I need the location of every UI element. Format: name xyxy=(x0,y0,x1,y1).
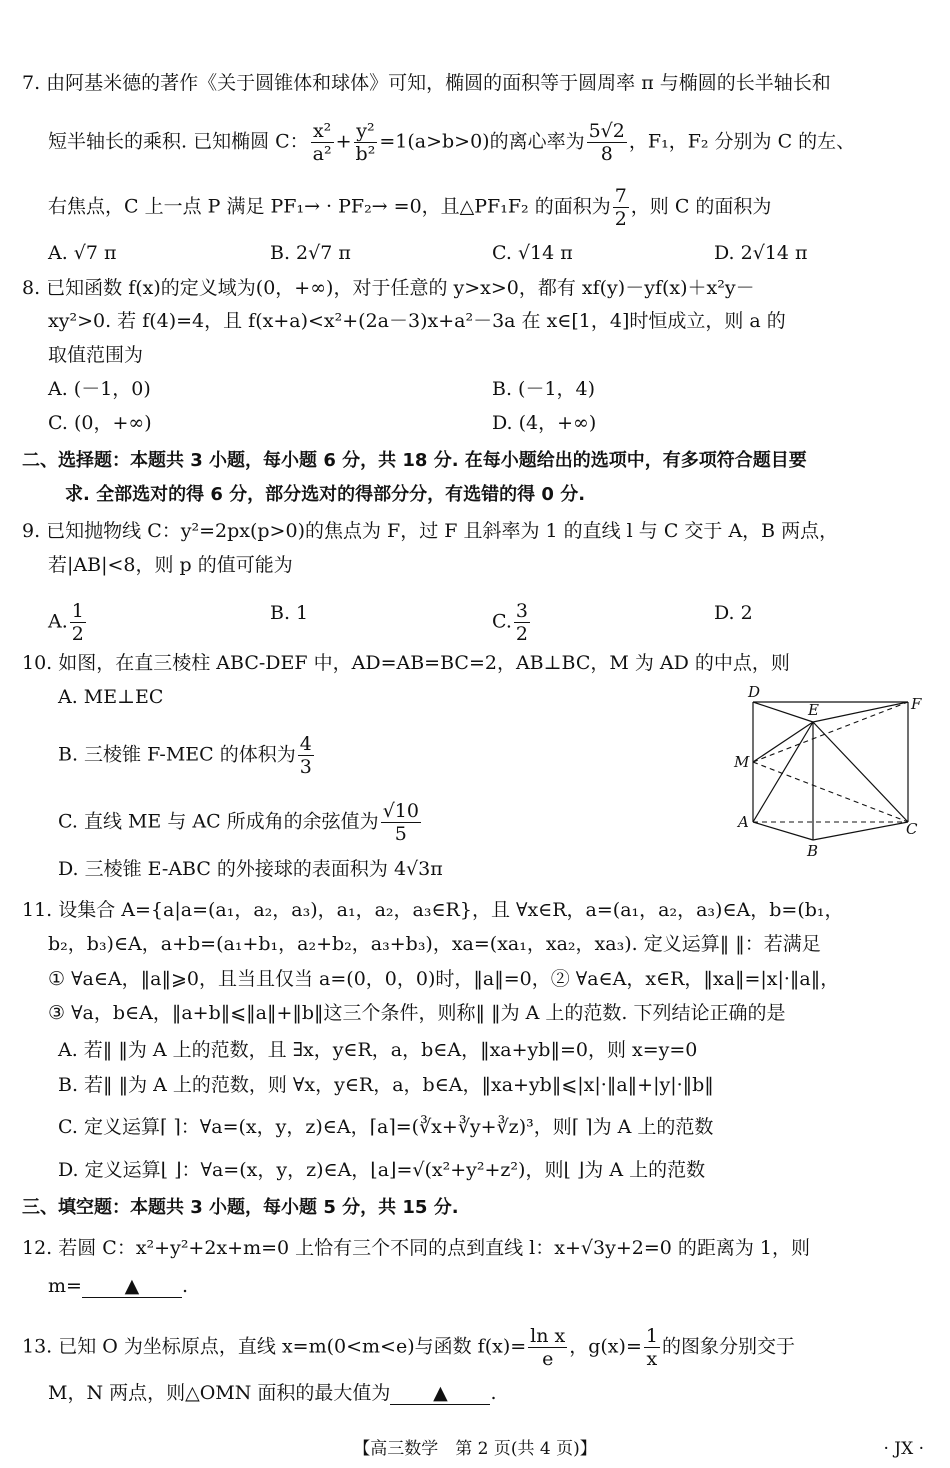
segment-mc-dashed xyxy=(753,762,908,822)
q11-option-b: B. 若‖ ‖为 A 上的范数，则 ∀x，y∈R，a，b∈A，‖xa+yb‖⩽|x|·‖a‖+|y|·‖b‖ xyxy=(58,1074,714,1096)
q7-line-2 xyxy=(48,120,855,165)
edge-bc xyxy=(813,822,908,840)
q11-line-2: b₂，b₃)∈A，a+b=(a₁+b₁，a₂+b₂，a₃+b₃)，xa=(xa₁，xa₂，xa₃). 定义运算‖ ‖：若满足 xyxy=(48,933,821,955)
q7-option-d: D. 2√14 π xyxy=(714,242,808,264)
numerator: 5√2 xyxy=(588,120,625,142)
q8-line-3: 取值范围为 xyxy=(48,344,144,366)
q11-line-4: ③ ∀a，b∈A，‖a+b‖⩽‖a‖+‖b‖这三个条件，则称‖ ‖为 A 上的范数. 下列结论正确的是 xyxy=(48,1002,786,1024)
q8-option-b: B. (－1，4) xyxy=(492,378,596,400)
q10-option-a: A. ME⊥EC xyxy=(58,686,164,708)
numerator: 1 xyxy=(645,1325,658,1347)
q8-option-d: D. (4，+∞) xyxy=(492,412,597,434)
denominator: 2 xyxy=(515,623,528,645)
q10-line-1: 10. 如图，在直三棱柱 ABC-DEF 中，AD=AB=BC=2，AB⊥BC，M 为 AD 的中点，则 xyxy=(22,652,790,674)
q11-option-c: C. 定义运算⌈ ⌉：∀a=(x，y，z)∈A，⌈a⌉=(∛x+∛y+∛z)³，则⌈ ⌉为 A 上的范数 xyxy=(58,1116,714,1138)
label-d: D xyxy=(748,683,761,701)
q8-line-2: xy²>0. 若 f(4)=4，且 f(x+a)<x²+(2a－3)x+a²－3a 在 x∈[1，4]时恒成立，则 a 的 xyxy=(48,310,786,332)
denominator: 2 xyxy=(614,208,627,230)
footer-code: · JX · xyxy=(883,1439,924,1459)
q7-line-3 xyxy=(48,185,771,230)
answer-blank: ▲ xyxy=(390,1382,490,1405)
q11-option-a: A. 若‖ ‖为 A 上的范数，且 ∃x，y∈R，a，b∈A，‖xa+yb‖=0，则 x=y=0 xyxy=(58,1039,698,1061)
denominator: 8 xyxy=(600,143,613,165)
denominator: 5 xyxy=(394,823,407,845)
q12-line-1: 12. 若圆 C：x²+y²+2x+m=0 上恰有三个不同的点到直线 l：x+√3y+2=0 的距离为 1，则 xyxy=(22,1237,811,1259)
numerator: y² xyxy=(354,120,378,143)
label-m: M xyxy=(734,753,750,771)
period: . xyxy=(181,1275,188,1297)
q8-line-1: 8. 已知函数 f(x)的定义域为(0，+∞)，对于任意的 y>x>0，都有 xf(y)－yf(x)＋x²y－ xyxy=(22,277,755,299)
footer-page-info: 【高三数学 第 2 页(共 4 页)】 xyxy=(353,1439,597,1459)
q12-line-2 xyxy=(48,1273,188,1299)
q9-line-1: 9. 已知抛物线 C：y²=2px(p>0)的焦点为 F，过 F 且斜率为 1 的直线 l 与 C 交于 A，B 两点， xyxy=(22,520,839,542)
q9-option-c xyxy=(492,600,532,645)
segment-mf-dashed xyxy=(753,702,908,762)
page-footer xyxy=(0,1436,950,1462)
q13-text: 13. 已知 O 为坐标原点，直线 x=m(0<m<e)与函数 f(x)= xyxy=(22,1335,527,1358)
fraction xyxy=(354,120,378,165)
q9-line-2: 若|AB|<8，则 p 的值可能为 xyxy=(48,554,293,576)
q8-option-a: A. (－1，0) xyxy=(48,378,151,400)
numerator: √10 xyxy=(382,800,419,822)
option-text: C. 直线 ME 与 AC 所成角的余弦值为 xyxy=(58,810,379,833)
q9-option-b: B. 1 xyxy=(270,602,309,624)
fraction xyxy=(644,1325,660,1370)
q8-option-c: C. (0，+∞) xyxy=(48,412,152,434)
q13-text: 的图象分别交于 xyxy=(661,1335,795,1358)
option-text: B. 三棱锥 F-MEC 的体积为 xyxy=(58,743,296,766)
fraction xyxy=(528,1325,567,1370)
q13-text: ，g(x)= xyxy=(569,1335,642,1358)
q7-text: ，F₁，F₂ 分别为 C 的左、 xyxy=(628,130,856,153)
q12-text: m= xyxy=(48,1275,82,1297)
q13-text: M，N 两点，则△OMN 面积的最大值为 xyxy=(48,1382,391,1404)
prism-figure xyxy=(728,682,928,862)
q10-option-d: D. 三棱锥 E-ABC 的外接球的表面积为 4√3π xyxy=(58,858,443,880)
edge-ab xyxy=(753,822,813,840)
label-a: A xyxy=(738,813,749,831)
denominator: 2 xyxy=(71,623,84,645)
fraction xyxy=(298,733,314,778)
section-2-heading: 二、选择题：本题共 3 小题，每小题 6 分，共 18 分. 在每小题给出的选项中，有多项符合题目要 xyxy=(22,450,807,471)
label-f: F xyxy=(911,695,922,713)
denominator: b² xyxy=(355,143,376,165)
q9-option-d: D. 2 xyxy=(714,602,753,624)
numerator: 7 xyxy=(614,185,627,207)
section-3-heading: 三、填空题：本题共 3 小题，每小题 5 分，共 15 分. xyxy=(22,1197,459,1218)
q11-line-1: 11. 设集合 A={a|a=(a₁，a₂，a₃)，a₁，a₂，a₃∈R}，且 ∀x∈R，a=(a₁，a₂，a₃)∈A，b=(b₁， xyxy=(22,899,844,921)
q7-line-1: 7. 由阿基米德的著作《关于圆锥体和球体》可知，椭圆的面积等于圆周率 π 与椭圆的长半轴长和 xyxy=(22,72,831,94)
q7-text: 右焦点，C 上一点 P 满足 PF₁→ · PF₂→ =0，且△PF₁F₂ 的面积为 xyxy=(48,195,611,218)
q7-text: =1(a>b>0)的离心率为 xyxy=(379,130,585,153)
denominator: a² xyxy=(312,143,332,165)
plus-sign: + xyxy=(335,130,352,153)
section-2-instructions: 求. 全部选对的得 6 分，部分选对的得部分分，有选错的得 0 分. xyxy=(65,484,586,505)
option-label: C. xyxy=(492,610,512,633)
q7-text: 短半轴长的乘积. 已知椭圆 C： xyxy=(48,130,309,153)
q13-line-1 xyxy=(22,1325,795,1370)
segment-ea xyxy=(753,722,813,822)
denominator: x xyxy=(646,1348,658,1370)
edge-ef xyxy=(813,702,908,722)
q11-line-3: ① ∀a∈A，‖a‖⩾0，且当且仅当 a=(0，0，0)时，‖a‖=0，② ∀a∈A，x∈R，‖xa‖=|x|·‖a‖， xyxy=(48,968,840,990)
fraction xyxy=(70,600,86,645)
q13-line-2 xyxy=(48,1380,496,1406)
segment-ec xyxy=(813,722,908,822)
fraction xyxy=(381,800,421,845)
numerator: ln x xyxy=(530,1325,566,1347)
fraction xyxy=(514,600,530,645)
q7-option-a: A. √7 π xyxy=(48,242,117,264)
numerator: 1 xyxy=(71,600,84,622)
denominator: 3 xyxy=(299,756,312,778)
q11-option-d: D. 定义运算⌊ ⌋：∀a=(x，y，z)∈A，⌊a⌋=√(x²+y²+z²)，则⌊ ⌋为 A 上的范数 xyxy=(58,1159,706,1181)
q7-option-b: B. 2√7 π xyxy=(270,242,351,264)
denominator: e xyxy=(542,1348,554,1370)
q7-option-c: C. √14 π xyxy=(492,242,573,264)
numerator: x² xyxy=(311,120,334,143)
q10-option-b xyxy=(58,733,316,778)
fraction xyxy=(587,120,627,165)
edge-de xyxy=(753,702,813,722)
q7-text: ，则 C 的面积为 xyxy=(630,195,772,218)
label-e: E xyxy=(808,701,819,719)
q10-option-c xyxy=(58,800,423,845)
label-c: C xyxy=(906,820,918,838)
numerator: 4 xyxy=(299,733,312,755)
period: . xyxy=(490,1382,497,1404)
answer-blank: ▲ xyxy=(82,1275,182,1298)
numerator: 3 xyxy=(515,600,528,622)
label-b: B xyxy=(807,842,819,860)
option-label: A. xyxy=(48,610,68,633)
q9-option-a xyxy=(48,600,88,645)
fraction xyxy=(613,185,629,230)
fraction xyxy=(311,120,334,165)
